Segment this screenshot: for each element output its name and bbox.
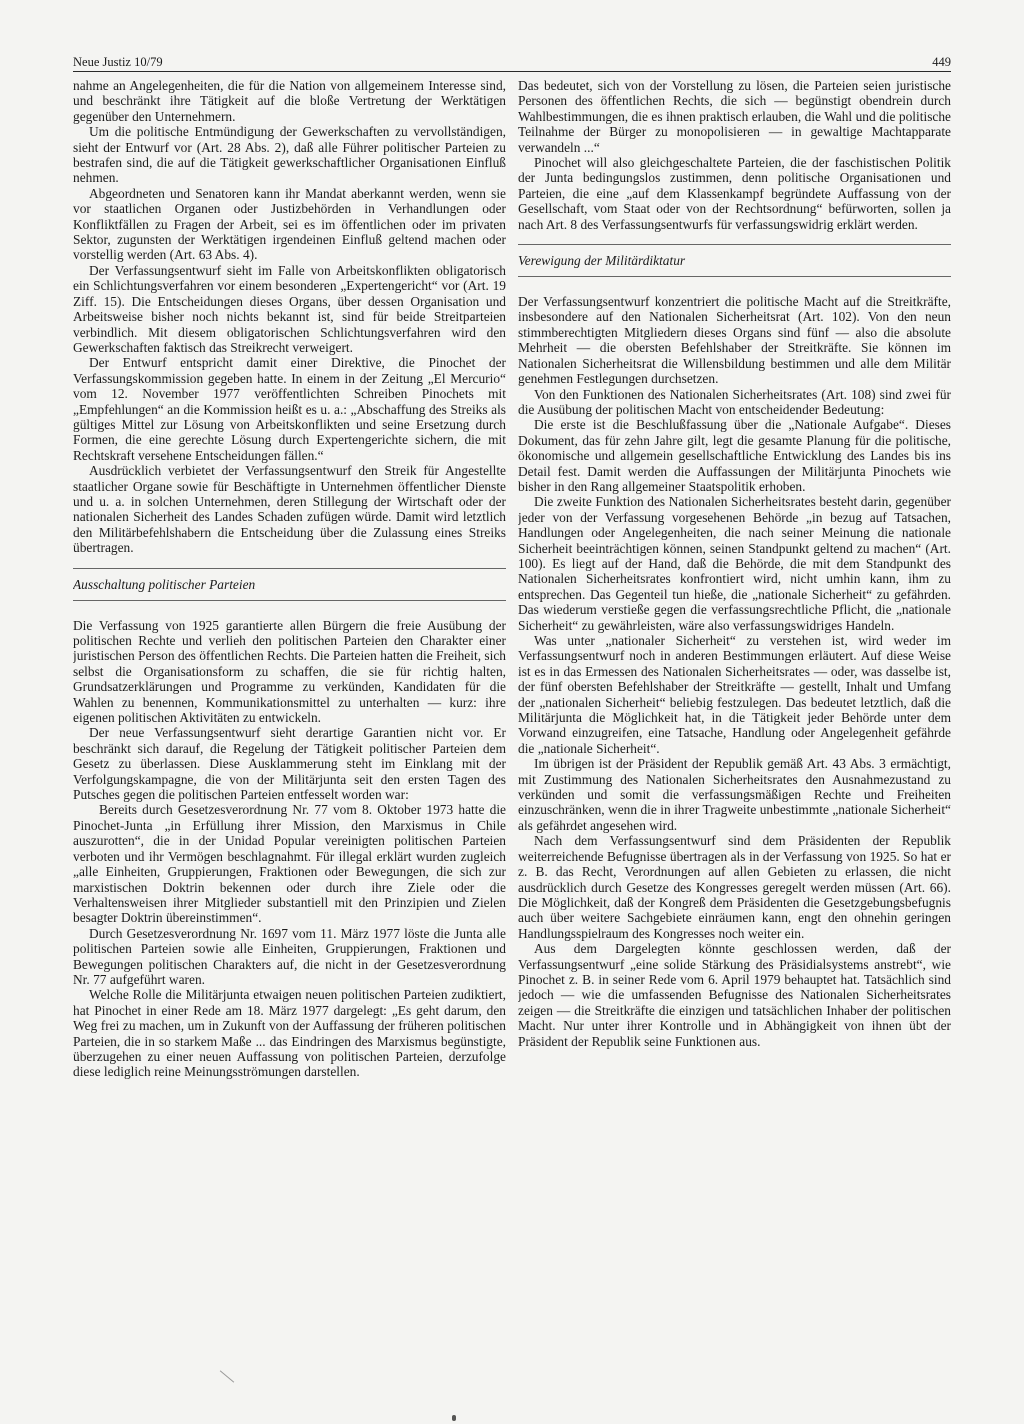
paragraph: Was unter „nationaler Sicherheit“ zu verstehen ist, wird weder im Verfassungsentwurf noch in anderen Bestimmungen erläutert. Auf diese Weise ist es in das Ermessen des Nationalen Sicherheitsrates — oder, was dasselbe ist, der fünf obersten Befehlshaber der Streitkräfte — gestellt, Inhalt und Umfang der „nationalen Sicherheit“ beliebig festzulegen. Das bedeutet letztlich, daß die Militärjunta die Möglichkeit hat, in die Tätigkeit jeder Behörde unter dem Vorwand einzugreifen, eine Tatsache, Handlung oder Angelegenheit gefährde die „nationale Sicherheit“. (518, 633, 951, 756)
paragraph: Nach dem Verfassungsentwurf sind dem Präsidenten der Republik weiterreichende Befugnisse übertragen als in der Verfassung von 1925. So hat er z. B. das Recht, Verordnungen auf allen Gebieten zu erlassen, die nicht ausdrücklich durch Gesetze des Kongresses geregelt werden müssen (Art. 66). Die Möglichkeit, daß der Kongreß dem Präsidenten die Gesetzgebungsbefugnis auch über weitere Sachgebiete einräumen kann, engt den ohnehin geringen Handlungsspielraum des Kongresses noch weiter ein. (518, 833, 951, 941)
paragraph: Das bedeutet, sich von der Vorstellung zu lösen, die Parteien seien juristische Personen des öffentlichen Rechts, die sich — begünstigt obendrein durch Wahlbestimmungen, die es ihnen praktisch erlauben, die Wahl und die politische Teilnahme der Bürger zu monopolisieren — in gewaltige Machtapparate verwandeln ...“ (518, 78, 951, 155)
paragraph: Ausdrücklich verbietet der Verfassungsentwurf den Streik für Angestellte staatlicher Organe sowie für Beschäftigte in Unternehmen öffentlicher Dienste und u. a. in solchen Unternehmen, deren Stillegung der Wirtschaft oder der nationalen Sicherheit des Landes Schaden zufügen würde. Damit wird letztlich den Militärbefehlshabern die Entscheidung über die Zulassung eines Streiks übertragen. (73, 463, 506, 556)
ink-smudge (452, 1415, 456, 1421)
right-column (518, 78, 951, 1398)
section-heading-dictatorship: Verewigung der Militärdiktatur (518, 244, 951, 277)
paragraph: Bereits durch Gesetzesverordnung Nr. 77 vom 8. Oktober 1973 hatte die Pinochet-Junta „in Erfüllung ihrer Mission, den Marxismus in Chile auszurotten“, die in der Unidad Popular vereinigten politischen Parteien verboten und ihr Vermögen beschlagnahmt. Für illegal erklärt wurden zugleich „alle Einheiten, Gruppierungen, Fraktionen oder Bewegungen, die sich zur marxistischen Doktrin bekennen oder durch ihre Ziele oder die Verhaltensweisen ihrer Mitglieder substantiell mit den Prinzipien und Zielen besagter Doktrin übereinstimmen“. (73, 802, 506, 926)
paragraph: Der Verfassungsentwurf konzentriert die politische Macht auf die Streitkräfte, insbesondere auf den Nationalen Sicherheitsrat (Art. 102). Von den neun stimmberechtigten Mitgliedern dieses Organs sind fünf — also die absolute Mehrheit — die obersten Befehlshaber der Streitkräfte. Sie können im Nationalen Sicherheitsrat die Willensbildung bestimmen und alle dem Militär genehmen Festlegungen durchsetzen. (518, 294, 951, 387)
paragraph: Die erste ist die Beschlußfassung über die „Nationale Aufgabe“. Dieses Dokument, das für zehn Jahre gilt, legt die gesamte Planung für die politische, ökonomische und allgemein gesellschaftliche Entwicklung des Landes bis ins Detail fest. Damit werden die Auffassungen der Militärjunta Pinochets wie bisher in den Rang allgemeiner Staatspolitik erhoben. (518, 417, 951, 494)
paragraph: Pinochet will also gleichgeschaltete Parteien, die der faschistischen Politik der Junta bedingungslos zustimmen, denn politische Organisationen und Parteien, die eine „auf dem Klassenkampf begründete Auffassung von der Gesellschaft, vom Staat oder von der Rechtsordnung“ befürworten, sollen ja nach Art. 8 des Verfassungsentwurfs für verfassungswidrig erklärt werden. (518, 155, 951, 232)
paragraph: nahme an Angelegenheiten, die für die Nation von allgemeinem Interesse sind, und beschränkt ihre Tätigkeit auf die bloße Vertretung der Werktätigen gegenüber den Unternehmern. (73, 78, 506, 124)
section-heading-parties: Ausschaltung politischer Parteien (73, 568, 506, 601)
paragraph: Die Verfassung von 1925 garantierte allen Bürgern die freie Ausübung der politischen Rechte und verlieh den politischen Parteien den Charakter einer juristischen Person des öffentlichen Rechts. Die Parteien hatten die Freiheit, sich selbst die Organisationsform zu schaffen, die sie für richtig halten, Grundsatzerklärungen und Programme zu verkünden, Kandidaten für die Wahlen zu benennen, Kommunikationsmittel zu unterhalten — kurz: ihre eigenen politischen Aktivitäten zu entwickeln. (73, 617, 506, 726)
paragraph: Im übrigen ist der Präsident der Republik gemäß Art. 43 Abs. 3 ermächtigt, mit Zustimmung des Nationalen Sicherheitsrates den Ausnahmezustand zu verkünden und somit die verfassungsmäßigen Rechte und Freiheiten einzuschränken, wenn die in ihrer Tragweite unbestimmte „nationale Sicherheit“ als gefährdet angesehen wird. (518, 756, 951, 833)
paragraph: Durch Gesetzesverordnung Nr. 1697 vom 11. März 1977 löste die Junta alle politischen Parteien sowie alle Einheiten, Gruppierungen, Fraktionen und Bewegungen politischen Charakters auf, die nicht in der Gesetzesverordnung Nr. 77 aufgeführt waren. (73, 925, 506, 987)
paragraph: Der Verfassungsentwurf sieht im Falle von Arbeitskonflikten obligatorisch ein Schlichtungsverfahren vor einem besonderen „Expertengericht“ vor (Art. 19 Ziff. 15). Die Entscheidungen dieses Organs, über dessen Organisation und Arbeitsweise bisher noch nichts bekannt ist, sind für beide Streitparteien verbindlich. Mit diesem obligatorischen Schlichtungsverfahren wird den Gewerkschaften faktisch das Streikrecht verweigert. (73, 262, 506, 355)
journal-title: Neue Justiz 10/79 (73, 55, 163, 69)
paragraph: Welche Rolle die Militärjunta etwaigen neuen politischen Parteien zudiktiert, hat Pinochet in einer Rede am 18. März 1977 dargelegt: „Es geht darum, den Weg frei zu machen, um in Zukunft von der Auffassung der früheren politischen Parteien, die in so starkem Maße ... das Eindringen des Marxismus begünstigte, überzugehen zu einer neuen Auffassung von politischen Parteien, derzufolge diese lediglich reine Meinungsströmungen darstellen. (73, 987, 506, 1080)
paragraph: Die zweite Funktion des Nationalen Sicherheitsrates besteht darin, gegenüber jeder von der Verfassung vorgesehenen Behörde „in bezug auf Tatsachen, Handlungen oder Angelegenheiten, die nach seiner Meinung die nationale Sicherheit beeinträchtigen können, seinen Standpunkt geltend zu machen“ (Art. 100). Es liegt auf der Hand, daß die Behörde, die mit dem Standpunkt des Nationalen Sicherheitsrates konfrontiert wird, nicht umhin kann, ihm zu entsprechen. Das Gegenteil tun hieße, die „nationale Sicherheit“ zu gefährden. Das wiederum verstieße gegen die verfassungsrechtliche Pflicht, die „nationale Sicherheit“ zu gewährleisten, wäre also verfassungswidriges Handeln. (518, 494, 951, 633)
paragraph: Aus dem Dargelegten könnte geschlossen werden, daß der Verfassungsentwurf „eine solide Stärkung des Präsidialsystems anstrebt“, wie Pinochet z. B. in seiner Rede vom 6. April 1979 behauptet hat. Tatsächlich sind jedoch — wie die umfassenden Befugnisse des Nationalen Sicherheitsrates zeigen — die Streitkräfte die einzigen und tatsächlichen Inhaber der politischen Macht. Nur unter ihrer Kontrolle und in Abhängigkeit von ihnen übt der Präsident der Republik seine Funktionen aus. (518, 941, 951, 1049)
paragraph: Der neue Verfassungsentwurf sieht derartige Garantien nicht vor. Er beschränkt sich darauf, die Regelung der Tätigkeit politischer Parteien dem Gesetz zu überlassen. Diese Ausklammerung steht im Einklang mit der Verfolgungskampagne, die von der Militärjunta seit den ersten Tagen des Putsches gegen die politischen Parteien entfesselt worden war: (73, 725, 506, 803)
paragraph: Um die politische Entmündigung der Gewerkschaften zu vervollständigen, sieht der Entwurf vor (Art. 28 Abs. 2), daß alle Führer politischer Parteien zu bestrafen sind, die auf die Tätigkeit gewerkschaftlicher Organisationen Einfluß nehmen. (73, 124, 506, 186)
header-rule (73, 71, 951, 72)
page-number: 449 (932, 55, 951, 69)
paragraph: Der Entwurf entspricht damit einer Direktive, die Pinochet der Verfassungskommission gegeben hatte. In einem in der Zeitung „El Mercurio“ vom 12. November 1977 veröffentlichten Schreiben Pinochets mit „Empfehlungen“ an die Kommission heißt es u. a.: „Abschaffung des Streiks als gültiges Mittel zur Lösung von Arbeitskonflikten und seine Ersetzung durch Formen, die eine gerechte Lösung durch Expertengerichte sichern, die mit Rechtskraft versehene Entscheidungen fällen.“ (73, 355, 506, 463)
page-header (73, 54, 951, 70)
paragraph: Abgeordneten und Senatoren kann ihr Mandat aberkannt werden, wenn sie vor staatlichen Organen oder Justizbehörden in Verhandlungen oder Konfliktfällen zu Fragen der Arbeit, sei es im öffentlichen oder im privaten Sektor, zugunsten der Werktätigen irgendeinen Einfluß geltend machen oder vorstellig werden (Art. 63 Abs. 4). (73, 185, 506, 263)
paragraph: Von den Funktionen des Nationalen Sicherheitsrates (Art. 108) sind zwei für die Ausübung der politischen Macht von entscheidender Bedeutung: (518, 386, 951, 417)
left-column (73, 78, 506, 1398)
